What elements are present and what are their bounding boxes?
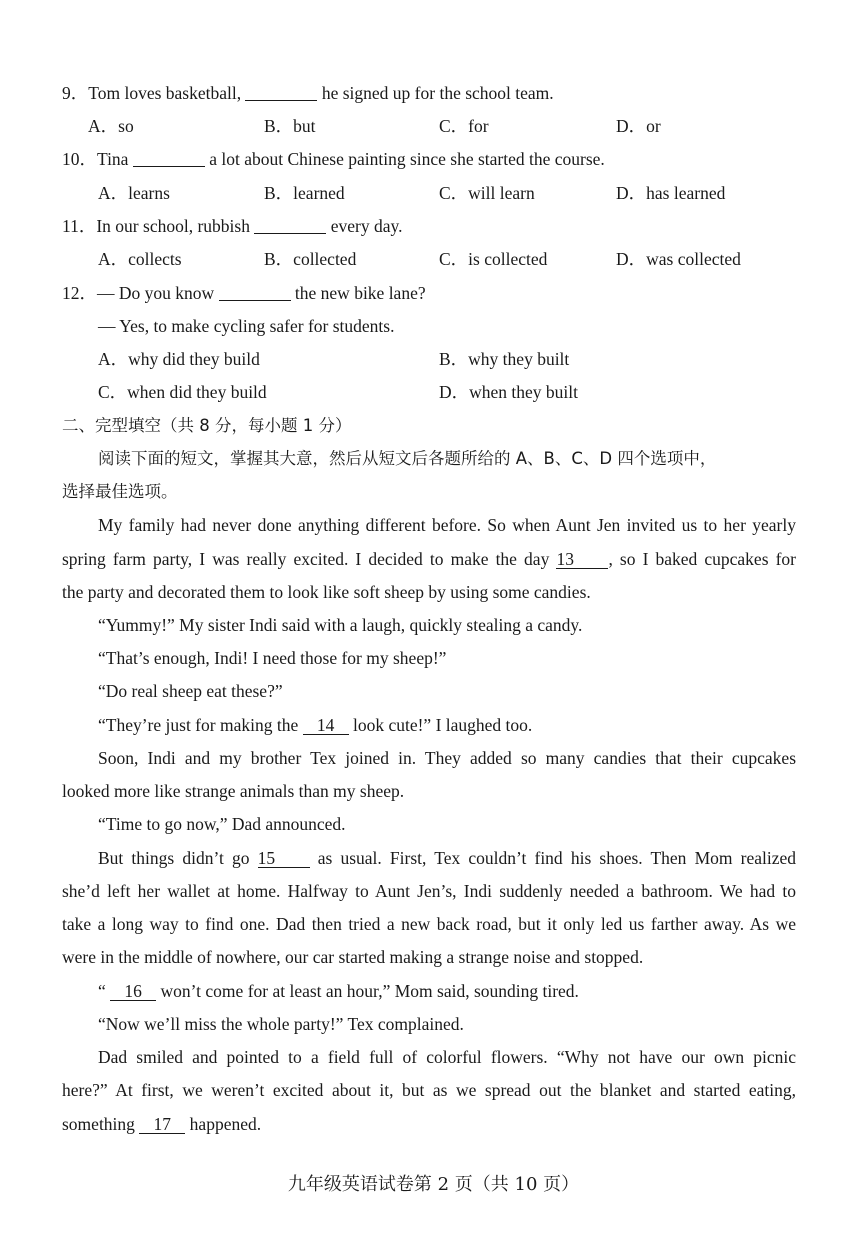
passage-line: she’d left her wallet at home. Halfway to Aunt Jen’s, Indi suddenly needed a bathroom. We had to: [62, 881, 796, 901]
passage-line: Dad smiled and pointed to a field full of colorful flowers. “Why not have our own picnic: [98, 1047, 796, 1067]
option-b: B．but: [264, 116, 316, 136]
passage-line: “Now we’ll miss the whole party!” Tex complained.: [98, 1014, 464, 1034]
question-stem: Tina: [97, 149, 129, 169]
section-heading: 二、完型填空（共 8 分，每小题 1 分）: [62, 416, 352, 435]
answer-blank: [254, 217, 326, 234]
passage-text: spring farm party, I was really excited. I decided to make the day: [62, 549, 550, 569]
cloze-blank-15: 15: [258, 849, 310, 868]
answer-blank: [219, 284, 291, 301]
option-d: D．was collected: [616, 249, 741, 269]
passage-text: , so I baked cupcakes for: [608, 549, 797, 569]
question-number: 9．: [62, 83, 89, 103]
question-12: [62, 282, 426, 304]
passage-text: as usual. First, Tex couldn’t find his shoes. Then Mom realized: [317, 848, 797, 868]
passage-line: [62, 548, 796, 570]
option-d: D．or: [616, 116, 661, 136]
question-9: [62, 82, 554, 104]
section-instruction: 阅读下面的短文，掌握其大意，然后从短文后各题所给的 A、B、C、D 四个选项中，: [98, 449, 717, 468]
option-d: D．when they built: [439, 382, 579, 402]
passage-line: [98, 980, 579, 1002]
option-a: A．learns: [98, 183, 170, 203]
option-b: B．learned: [264, 183, 345, 203]
passage-text: won’t come for at least an hour,” Mom said, sounding tired.: [160, 981, 579, 1001]
passage-line: [98, 847, 796, 869]
section-instruction: 选择最佳选项。: [62, 482, 178, 501]
passage-text: But things didn’t go: [98, 848, 250, 868]
passage-line: looked more like strange animals than my sheep.: [62, 781, 405, 801]
passage-line: Soon, Indi and my brother Tex joined in. They added so many candies that their cupcakes: [98, 748, 796, 768]
passage-line: take a long way to find one. Dad then tried a new back road, but it only led us farther away. As we: [62, 914, 796, 934]
cloze-blank-17: 17: [139, 1115, 185, 1134]
passage-line: here?” At first, we weren’t excited about it, but as we spread out the blanket and started eating,: [62, 1080, 796, 1100]
option-a: A．why did they build: [98, 349, 260, 369]
dialogue-reply: — Yes, to make cycling safer for students.: [98, 316, 395, 336]
option-a: A．so: [88, 116, 134, 136]
cloze-blank-16: 16: [110, 982, 156, 1001]
option-c: C．is collected: [439, 249, 548, 269]
passage-line: [62, 1113, 261, 1135]
passage-line: “That’s enough, Indi! I need those for my sheep!”: [98, 648, 447, 668]
passage-text: “They’re just for making the: [98, 715, 299, 735]
question-stem: every day.: [330, 216, 403, 236]
question-stem: — Do you know: [97, 283, 215, 303]
answer-blank: [245, 84, 317, 101]
passage-line: [98, 714, 532, 736]
passage-text: something: [62, 1114, 135, 1134]
page-footer: 九年级英语试卷第 2 页（共 10 页）: [287, 1174, 580, 1195]
option-c: C．when did they build: [98, 382, 267, 402]
passage-text: happened.: [189, 1114, 262, 1134]
answer-blank: [133, 150, 205, 167]
passage-line: were in the middle of nowhere, our car started making a strange noise and stopped.: [62, 947, 644, 967]
passage-line: “Time to go now,” Dad announced.: [98, 814, 346, 834]
passage-text: look cute!” I laughed too.: [352, 715, 533, 735]
question-number: 10．: [62, 149, 97, 169]
question-stem: he signed up for the school team.: [321, 83, 554, 103]
option-a: A．collects: [98, 249, 182, 269]
question-stem: the new bike lane?: [294, 283, 426, 303]
question-stem: In our school, rubbish: [96, 216, 250, 236]
option-b: B．collected: [264, 249, 357, 269]
option-c: C．will learn: [439, 183, 535, 203]
cloze-blank-13: 13: [556, 550, 608, 569]
question-stem: Tom loves basketball,: [88, 83, 242, 103]
question-number: 11．: [62, 216, 97, 236]
passage-line: the party and decorated them to look like soft sheep by using some candies.: [62, 582, 591, 602]
passage-line: “Do real sheep eat these?”: [98, 681, 283, 701]
passage-line: My family had never done anything different before. So when Aunt Jen invited us to her yearly: [98, 515, 796, 535]
question-number: 12．: [62, 283, 97, 303]
cloze-blank-14: 14: [303, 716, 349, 735]
question-11: [62, 215, 402, 237]
option-d: D．has learned: [616, 183, 726, 203]
question-stem: a lot about Chinese painting since she started the course.: [209, 149, 605, 169]
question-10: [62, 148, 605, 170]
passage-text: “: [98, 981, 106, 1001]
option-b: B．why they built: [439, 349, 570, 369]
option-c: C．for: [439, 116, 489, 136]
passage-line: “Yummy!” My sister Indi said with a laugh, quickly stealing a candy.: [98, 615, 583, 635]
